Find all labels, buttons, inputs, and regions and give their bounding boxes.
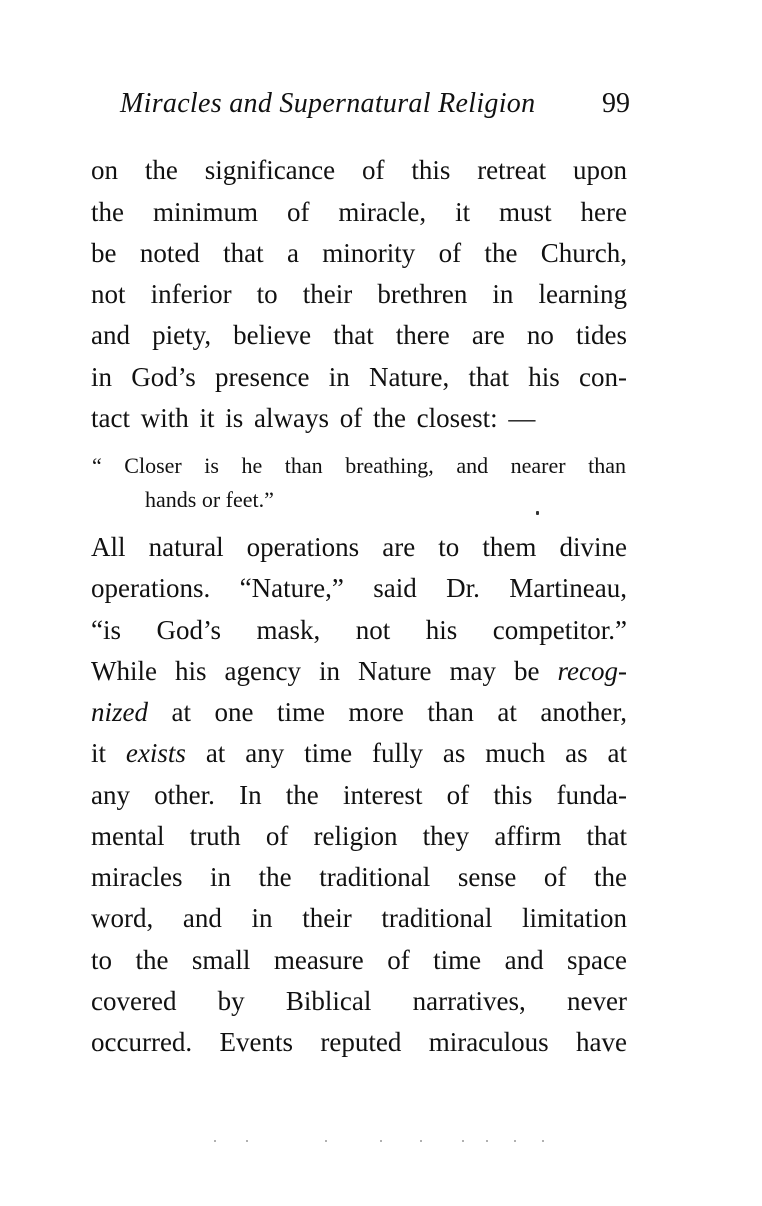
text-line bbox=[91, 733, 627, 773]
text-line: occurred. Events reputed miraculous have bbox=[91, 1027, 627, 1057]
page-header bbox=[120, 88, 630, 128]
text-line: operations. “Nature,” said Dr. Martineau, bbox=[91, 573, 627, 603]
scan-dust bbox=[380, 1140, 382, 1142]
italic-word: nized bbox=[91, 697, 148, 727]
text-line: in God’s presence in Nature, that his con- bbox=[91, 362, 627, 392]
italic-word: recog- bbox=[557, 656, 627, 686]
scan-dust bbox=[246, 1140, 248, 1142]
running-title: Miracles and Supernatural Religion bbox=[120, 88, 536, 119]
text-line: mental truth of religion they affirm that bbox=[91, 821, 627, 851]
text-line: miracles in the traditional sense of the bbox=[91, 862, 627, 892]
text-line: to the small measure of time and space bbox=[91, 945, 627, 975]
scan-dust bbox=[486, 1140, 488, 1142]
text-line: and piety, believe that there are no tides bbox=[91, 320, 627, 350]
text-line: not inferior to their brethren in learning bbox=[91, 279, 627, 309]
scan-dust bbox=[514, 1140, 516, 1142]
quotation-line-1: “ Closer is he than breathing, and nearer than bbox=[92, 453, 626, 478]
text-line: word, and in their traditional limitation bbox=[91, 903, 627, 933]
text-line bbox=[91, 692, 627, 732]
scan-dust bbox=[420, 1140, 422, 1142]
text-segment: it bbox=[91, 738, 107, 768]
text-segment: at any time fully as much as at bbox=[205, 738, 628, 768]
text-line: “is God’s mask, not his competitor.” bbox=[91, 615, 627, 645]
quotation-line-2: hands or feet.” bbox=[145, 487, 274, 512]
text-line bbox=[91, 651, 627, 691]
italic-word: exists bbox=[125, 738, 186, 768]
text-line: any other. In the interest of this funda- bbox=[91, 780, 627, 810]
text-line: covered by Biblical narratives, never bbox=[91, 986, 627, 1016]
scan-dust bbox=[214, 1140, 216, 1142]
text-line: on the significance of this retreat upon bbox=[91, 155, 627, 185]
scan-dust bbox=[542, 1140, 544, 1142]
scan-dust bbox=[462, 1140, 464, 1142]
text-line: tact with it is always of the closest: — bbox=[91, 403, 536, 433]
text-line: All natural operations are to them divine bbox=[91, 532, 627, 562]
text-line: be noted that a minority of the Church, bbox=[91, 238, 627, 268]
text-line: the minimum of miracle, it must here bbox=[91, 197, 627, 227]
print-speck bbox=[536, 511, 539, 515]
text-segment: While his agency in Nature may be bbox=[91, 656, 540, 686]
scan-dust bbox=[325, 1140, 327, 1142]
text-segment: at one time more than at another, bbox=[171, 697, 627, 727]
page-number: 99 bbox=[602, 88, 630, 119]
